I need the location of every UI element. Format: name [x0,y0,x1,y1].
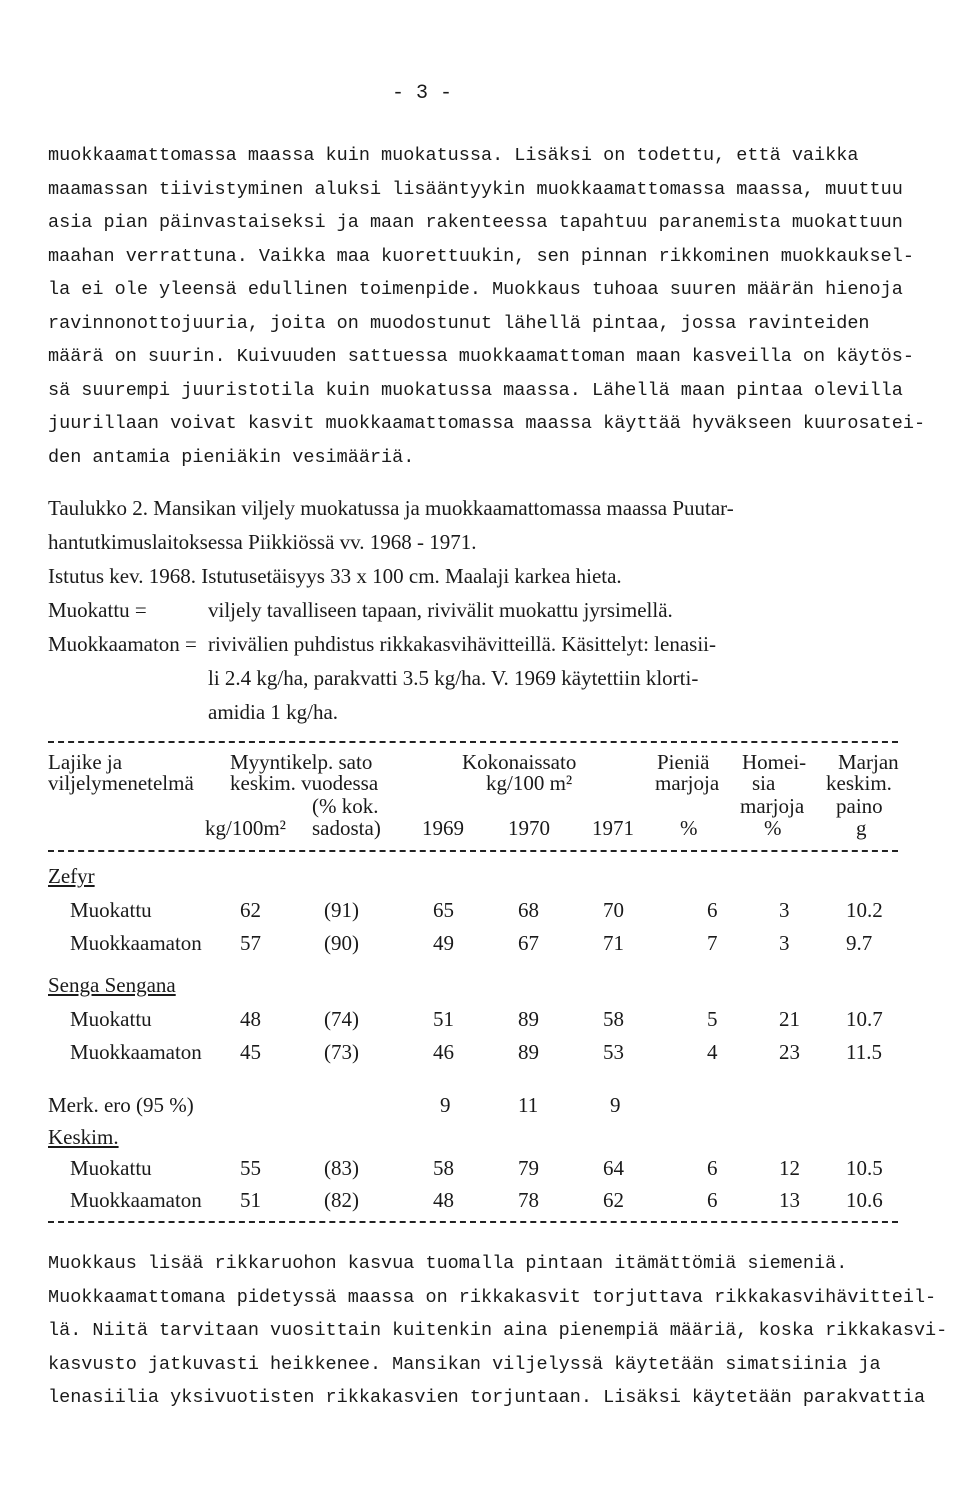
cell-weight: 10.7 [846,1007,883,1031]
cell-1971: 70 [603,898,624,922]
cell-1970: 78 [518,1188,539,1212]
cell-yield: 55 [240,1156,261,1180]
cell-small: 5 [707,1007,718,1031]
cell-mould: 21 [779,1007,800,1031]
header-variety: viljelymenetelmä [48,771,194,795]
cell-small: 6 [707,1156,718,1180]
cell-small: 6 [707,898,718,922]
header-pct: (% kok. [312,794,379,818]
cell-1969: 58 [433,1156,454,1180]
definition-term: Muokkaamaton = [48,632,197,656]
header-small-unit: % [680,816,698,840]
cell-1971: 64 [603,1156,624,1180]
cell-1971: 58 [603,1007,624,1031]
row-label: Muokkaamaton [70,931,202,955]
cell-yield: 45 [240,1040,261,1064]
cell-1970: 89 [518,1040,539,1064]
caption-line: Taulukko 2. Mansikan viljely muokatussa ja muokkaamattomassa maassa Puutar- [48,496,734,520]
cell-pct: (83) [324,1156,359,1180]
outro-line: Muokkaus lisää rikkaruohon kasvua tuomalla pintaan itämättömiä siemeniä. [48,1253,848,1274]
page-number: - 3 - [392,82,453,105]
cell-1969: 9 [440,1093,451,1117]
outro-line: kasvusto jatkuvasti heikkenee. Mansikan viljelyssä käytetään simatsiinia ja [48,1354,881,1375]
table-rule-bottom [48,1221,898,1223]
header-pct: sadosta) [312,816,381,840]
header-year-1969: 1969 [422,816,464,840]
cell-1969: 49 [433,931,454,955]
cell-yield: 57 [240,931,261,955]
cell-1969: 51 [433,1007,454,1031]
header-small: Pieniä [657,750,710,774]
cell-1969: 46 [433,1040,454,1064]
header-small: marjoja [655,771,720,795]
row-label: Muokkaamaton [70,1040,202,1064]
table-rule-top [48,741,898,743]
definition-text: amidia 1 kg/ha. [208,700,339,724]
cell-weight: 10.6 [846,1188,883,1212]
table-rule-header [48,850,898,852]
cell-1970: 67 [518,931,539,955]
cell-yield: 62 [240,898,261,922]
cell-1970: 11 [518,1093,539,1117]
header-variety: Lajike ja [48,750,123,774]
cell-1969: 65 [433,898,454,922]
header-yield-unit: kg/100m² [205,816,286,840]
outro-line: lenasiilia yksivuotisten rikkakasvien torjuntaan. Lisäksi käytetään parakvattia [48,1387,926,1408]
cell-pct: (73) [324,1040,359,1064]
cell-small: 4 [707,1040,718,1064]
header-yield: Myyntikelp. sato [230,750,373,774]
header-mould: Homei- [742,750,807,774]
cell-1970: 68 [518,898,539,922]
cell-pct: (91) [324,898,359,922]
header-mould: sia [752,771,776,795]
row-label: Muokkaamaton [70,1188,202,1212]
header-yield: keskim. vuodessa [230,771,379,795]
cell-1971: 71 [603,931,624,955]
cell-1971: 9 [610,1093,621,1117]
row-label: Merk. ero (95 %) [48,1093,194,1117]
cell-1969: 48 [433,1188,454,1212]
cell-weight: 11.5 [846,1040,882,1064]
outro-line: Muokkaamattomana pidetyssä maassa on rikkakasvit torjuttava rikkakasvihävitteil- [48,1287,937,1308]
definition-term: Muokattu = [48,598,147,622]
cell-mould: 23 [779,1040,800,1064]
group-name: Keskim. [48,1125,119,1149]
intro-line: maahan verrattuna. Vaikka maa kuorettuukin, sen pinnan rikkominen muokkauksel- [48,246,914,267]
cell-yield: 51 [240,1188,261,1212]
intro-line: muokkaamattomassa maassa kuin muokatussa. Lisäksi on todettu, että vaikka [48,145,859,166]
cell-pct: (82) [324,1188,359,1212]
row-label: Muokattu [70,1007,152,1031]
cell-weight: 10.5 [846,1156,883,1180]
cell-pct: (74) [324,1007,359,1031]
definition-text: li 2.4 kg/ha, parakvatti 3.5 kg/ha. V. 1969 käytettiin klorti- [208,666,699,690]
header-weight-unit: g [856,816,867,840]
cell-1970: 89 [518,1007,539,1031]
cell-weight: 9.7 [846,931,873,955]
group-name: Senga Sengana [48,973,176,997]
definition-text: viljely tavalliseen tapaan, rivivälit muokattu jyrsimellä. [208,598,673,622]
header-weight: Marjan [838,750,899,774]
intro-line: määrä on suurin. Kuivuuden sattuessa muokkaamattoman maan kasveilla on käytös- [48,346,914,367]
header-mould: marjoja [740,794,805,818]
intro-line: sä suurempi juuristotila kuin muokatussa maassa. Lähellä maan pintaa olevilla [48,380,903,401]
header-total: Kokonaissato [462,750,577,774]
header-weight: keskim. [826,771,892,795]
intro-line: asia pian päinvastaiseksi ja maan rakenteessa tapahtuu paranemista muokattuun [48,212,903,233]
row-label: Muokattu [70,898,152,922]
outro-line: lä. Niitä tarvitaan vuosittain kuitenkin aina pienempiä määriä, koska rikkakasvi- [48,1320,948,1341]
header-total-unit: kg/100 m² [486,771,573,795]
cell-small: 7 [707,931,718,955]
intro-line: ravinnonottojuuria, joita on muodostunut lähellä pintaa, jossa ravinteiden [48,313,870,334]
intro-line: den antamia pieniäkin vesimääriä. [48,447,415,468]
cell-mould: 3 [779,931,790,955]
cell-weight: 10.2 [846,898,883,922]
cell-small: 6 [707,1188,718,1212]
cell-mould: 3 [779,898,790,922]
header-mould-unit: % [764,816,782,840]
cell-1970: 79 [518,1156,539,1180]
intro-line: juurillaan voivat kasvit muokkaamattomassa maassa käyttää hyväkseen kuurosatei- [48,413,926,434]
group-name: Zefyr [48,864,95,888]
definition-text: rivivälien puhdistus rikkakasvihävitteillä. Käsittelyt: lenasii- [208,632,716,656]
cell-mould: 12 [779,1156,800,1180]
cell-1971: 62 [603,1188,624,1212]
cell-mould: 13 [779,1188,800,1212]
cell-pct: (90) [324,931,359,955]
cell-yield: 48 [240,1007,261,1031]
row-label: Muokattu [70,1156,152,1180]
caption-line: hantutkimuslaitoksessa Piikkiössä vv. 1968 - 1971. [48,530,477,554]
intro-line: maamassan tiivistyminen aluksi lisääntyykin muokkaamattomassa maassa, muuttuu [48,179,903,200]
header-year-1970: 1970 [508,816,550,840]
header-year-1971: 1971 [592,816,634,840]
caption-line: Istutus kev. 1968. Istutusetäisyys 33 x 100 cm. Maalaji karkea hieta. [48,564,622,588]
cell-1971: 53 [603,1040,624,1064]
header-weight: paino [836,794,883,818]
intro-line: la ei ole yleensä edullinen toimenpide. Muokkaus tuhoaa suuren määrän hienoja [48,279,903,300]
